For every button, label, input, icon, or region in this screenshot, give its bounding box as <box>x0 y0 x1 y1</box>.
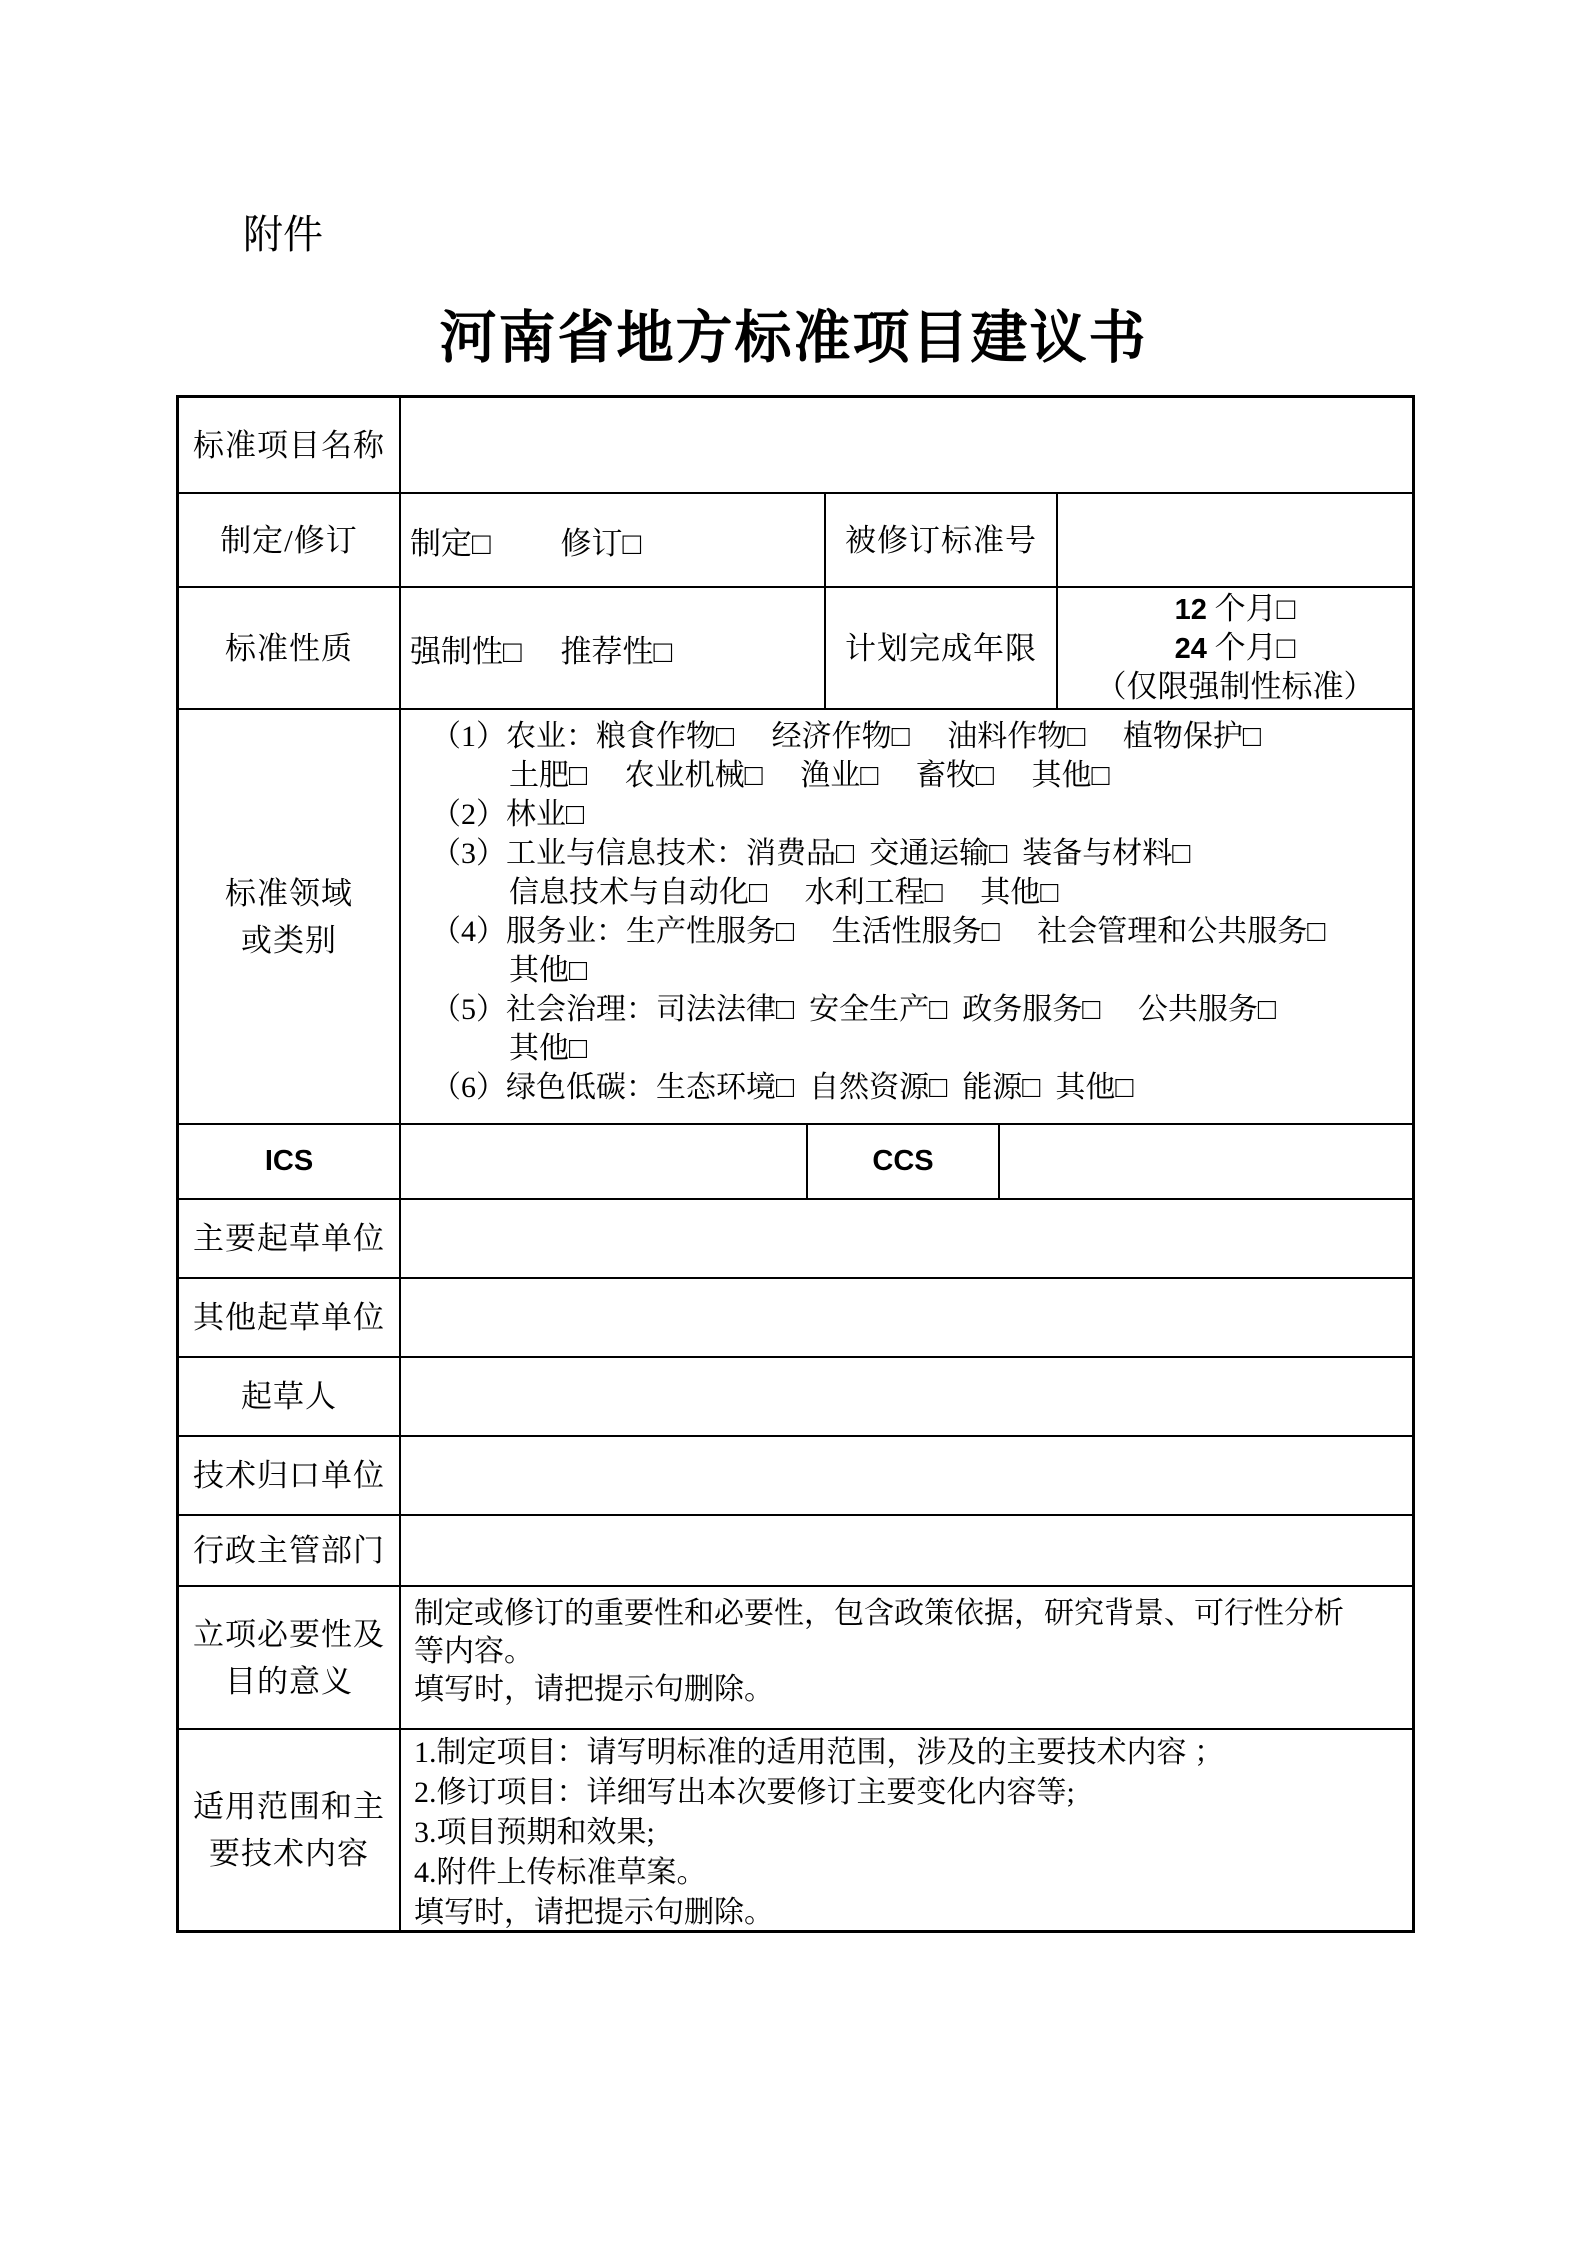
table-row <box>179 708 1412 1123</box>
standard-nature-label: 标准性质 <box>225 630 353 666</box>
deadline-unit-checkbox: 个月□ <box>1206 630 1296 665</box>
scope-hint-line: 填写时，请把提示句删除。 <box>414 1896 774 1929</box>
table-row <box>179 586 1412 708</box>
scope-hint-line: 1.制定项目：请写明标准的适用范围，涉及的主要技术内容 ； <box>414 1736 1224 1769</box>
develop-revise-checkboxes[interactable]: 制定□ 修订□ <box>399 494 824 586</box>
category-line-green[interactable]: （6）绿色低碳：生态环境□ 自然资源□ 能源□ 其他□ <box>431 1071 1134 1104</box>
category-line-governance[interactable]: （5）社会治理：司法法律□ 安全生产□ 政务服务□ 公共服务□ <box>431 993 1276 1026</box>
deadline-unit-checkbox: 个月□ <box>1206 591 1296 626</box>
scope-hint-line: 3.项目预期和效果; <box>414 1816 655 1849</box>
drafters-input-cell[interactable] <box>399 1358 1412 1435</box>
category-line-service-2[interactable]: 其他□ <box>509 954 588 987</box>
table-row <box>179 1356 1412 1435</box>
standard-nature-checkboxes[interactable]: 强制性□ 推荐性□ <box>399 588 824 708</box>
table-row <box>179 1435 1412 1514</box>
other-draft-org-label: 其他起草单位 <box>193 1300 385 1335</box>
category-label-line2: 或类别 <box>241 922 337 958</box>
necessity-label-line2: 目的意义 <box>225 1663 353 1699</box>
tech-org-label: 技术归口单位 <box>193 1458 385 1493</box>
ccs-input-cell[interactable] <box>998 1125 1412 1198</box>
category-label <box>179 710 399 1123</box>
necessity-hint-line: 等内容。 <box>414 1635 534 1668</box>
table-row <box>179 1277 1412 1356</box>
table-row <box>179 1198 1412 1277</box>
scope-hint-line: 2.修订项目：详细写出本次要修订主要变化内容等; <box>414 1776 1075 1809</box>
drafters-label: 起草人 <box>241 1379 337 1414</box>
admin-dept-label: 行政主管部门 <box>193 1533 385 1568</box>
deadline-option-12-months[interactable] <box>1175 590 1296 629</box>
category-checkbox-list <box>399 710 1412 1123</box>
necessity-hint-line: 填写时，请把提示句删除。 <box>414 1673 774 1706</box>
scope-label <box>179 1730 399 1930</box>
admin-dept-input-cell[interactable] <box>399 1516 1412 1585</box>
main-draft-org-input-cell[interactable] <box>399 1200 1412 1277</box>
scope-label-line2: 要技术内容 <box>209 1836 369 1871</box>
page-title: 河南省地方标准项目建议书 <box>439 307 1148 370</box>
category-line-service[interactable]: （4）服务业：生产性服务□ 生活性服务□ 社会管理和公共服务□ <box>431 915 1326 948</box>
main-draft-org-label: 主要起草单位 <box>193 1221 385 1256</box>
necessity-content-cell[interactable] <box>399 1587 1412 1728</box>
category-line-governance-2[interactable]: 其他□ <box>509 1032 588 1065</box>
table-row <box>179 1728 1412 1930</box>
necessity-label-line1: 立项必要性及 <box>193 1616 385 1652</box>
proposal-form-table <box>176 395 1415 1933</box>
deadline-number: 12 <box>1174 594 1207 626</box>
table-row <box>179 1585 1412 1728</box>
category-line-industry[interactable]: （3）工业与信息技术：消费品□ 交通运输□ 装备与材料□ <box>431 837 1191 870</box>
necessity-label <box>179 1587 399 1728</box>
ccs-label: CCS <box>806 1125 998 1198</box>
deadline-note: （仅限强制性标准） <box>1095 669 1375 704</box>
category-line-industry-2[interactable]: 信息技术与自动化□ 水利工程□ 其他□ <box>509 876 1059 909</box>
category-label-line1: 标准领域 <box>225 875 353 911</box>
ics-label: ICS <box>264 1145 314 1177</box>
ics-input-cell[interactable] <box>399 1125 806 1198</box>
category-line-agriculture[interactable]: （1）农业：粮食作物□ 经济作物□ 油料作物□ 植物保护□ <box>431 720 1261 753</box>
plan-deadline-label: 计划完成年限 <box>824 588 1056 708</box>
necessity-hint-line: 制定或修订的重要性和必要性，包含政策依据，研究背景、可行性分析 <box>414 1597 1344 1630</box>
attachment-label: 附件 <box>243 212 323 257</box>
category-line-forestry[interactable]: （2）林业□ <box>431 798 585 831</box>
scope-label-line1: 适用范围和主 <box>193 1789 385 1824</box>
table-row <box>179 398 1412 492</box>
revised-standard-no-input-cell[interactable] <box>1056 494 1412 586</box>
deadline-number: 24 <box>1174 633 1207 665</box>
table-row <box>179 1514 1412 1585</box>
scope-content-cell[interactable] <box>399 1730 1412 1930</box>
plan-deadline-checkboxes[interactable] <box>1056 588 1412 708</box>
project-name-label: 标准项目名称 <box>193 427 385 463</box>
table-row <box>179 492 1412 586</box>
project-name-input-cell[interactable] <box>399 398 1412 492</box>
category-line-agriculture-2[interactable]: 土肥□ 农业机械□ 渔业□ 畜牧□ 其他□ <box>509 759 1110 792</box>
deadline-option-24-months[interactable] <box>1175 629 1296 668</box>
other-draft-org-input-cell[interactable] <box>399 1279 1412 1356</box>
tech-org-input-cell[interactable] <box>399 1437 1412 1514</box>
scope-hint-line: 4.附件上传标准草案。 <box>414 1856 707 1889</box>
revised-standard-no-label: 被修订标准号 <box>824 494 1056 586</box>
table-row <box>179 1123 1412 1198</box>
develop-revise-label: 制定/修订 <box>220 522 358 558</box>
